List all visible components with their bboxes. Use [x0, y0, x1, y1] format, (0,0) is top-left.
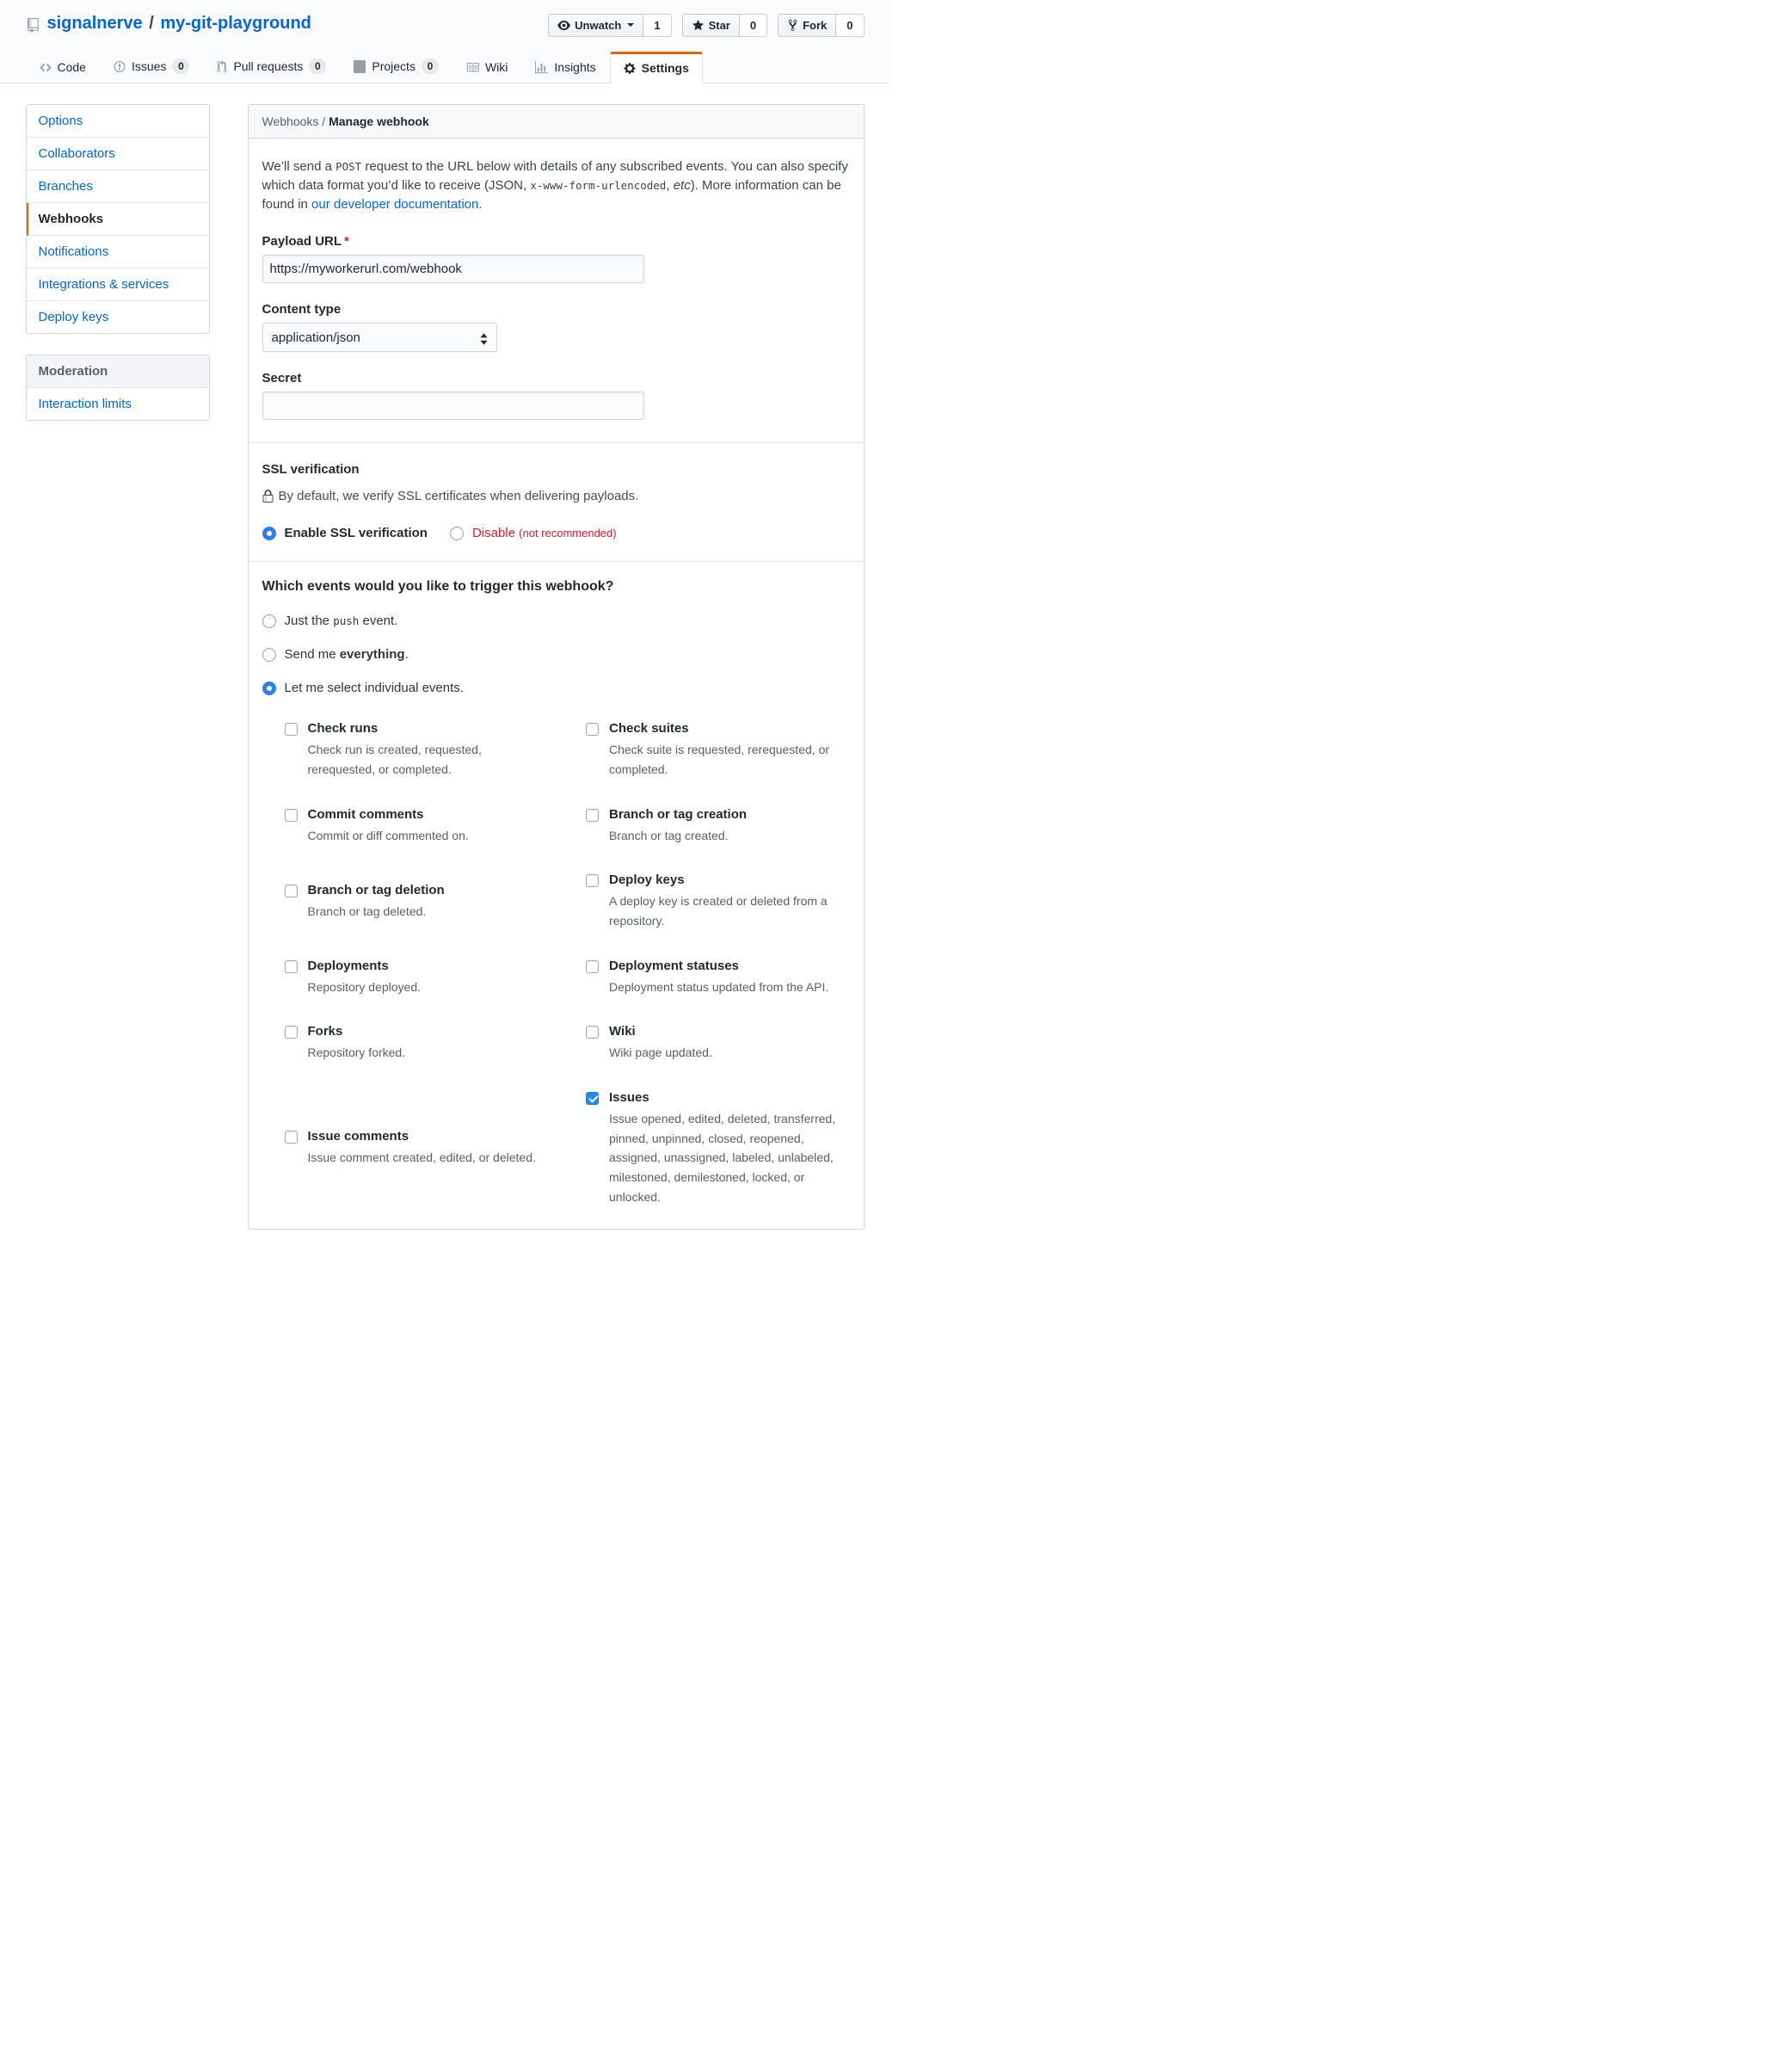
issues-checkbox[interactable] [586, 1092, 599, 1105]
repo-icon [26, 14, 40, 34]
event-desc: A deploy key is created or deleted from a repository. [609, 894, 828, 928]
intro-code-urlencoded: x-www-form-urlencoded [530, 178, 667, 192]
ssl-note [262, 489, 850, 503]
code-icon [40, 60, 52, 74]
moderation-menu [26, 355, 210, 421]
intro-text: ). More information can be found in [262, 177, 841, 212]
intro-text: We’ll send a [262, 159, 336, 174]
event-item-deployment-statuses [586, 959, 850, 997]
forks-checkbox[interactable] [285, 1026, 298, 1039]
ssl-note-text: By default, we verify SSL certificates when delivering payloads. [278, 489, 639, 504]
payload-url-label [262, 234, 850, 249]
settings-sidebar [26, 104, 210, 441]
sidebar-item-branches[interactable]: Branches [27, 170, 209, 203]
webhook-box [248, 104, 865, 1230]
event-title: Issue comments [307, 1129, 409, 1144]
event-desc: Issue opened, edited, deleted, transferred, pinned, unpinned, closed, reopened, assigned, unassigned, labeled, unlabeled, milestoned, demilestoned, locked, or unlocked. [609, 1111, 836, 1204]
tab-insights[interactable] [521, 51, 609, 83]
tab-pull-requests[interactable] [203, 49, 340, 83]
send-everything-text: Send me [284, 647, 340, 663]
intro-text: , [666, 177, 674, 193]
event-item-issues [586, 1090, 850, 1206]
tab-wiki[interactable] [452, 51, 521, 83]
repo-owner-link[interactable]: signalnerve [46, 14, 143, 33]
check-suites-checkbox[interactable] [586, 723, 599, 736]
tab-issues-label: Issues [131, 59, 167, 73]
event-title: Commit comments [307, 806, 424, 822]
fork-icon [787, 19, 798, 32]
required-asterisk: * [344, 234, 349, 250]
tab-code-label: Code [57, 60, 86, 74]
graph-icon [535, 60, 548, 74]
event-desc: Repository deployed. [307, 979, 422, 994]
tab-wiki-label: Wiki [484, 60, 508, 74]
event-title: Wiki [609, 1024, 636, 1039]
issues-counter: 0 [172, 59, 189, 74]
tab-pulls-label: Pull requests [233, 59, 304, 73]
moderation-heading: Moderation [27, 355, 209, 388]
pulls-counter: 0 [309, 59, 326, 74]
event-desc: Issue comment created, edited, or deleted. [307, 1150, 536, 1165]
event-desc: Check suite is requested, rerequested, or completed. [609, 743, 830, 776]
just-push-text-post: event. [359, 614, 398, 629]
tab-projects-label: Projects [372, 59, 416, 73]
fork-group [778, 14, 864, 37]
breadcrumb [249, 105, 864, 139]
watch-count[interactable]: 1 [643, 14, 671, 37]
event-item-check-suites [586, 721, 850, 779]
settings-menu [26, 104, 210, 334]
repo-path-divider: / [144, 14, 159, 33]
event-desc: Check run is created, requested, rerequested, or completed. [307, 743, 482, 776]
sidebar-item-notifications[interactable]: Notifications [27, 236, 209, 268]
star-count[interactable]: 0 [740, 14, 767, 37]
check-runs-checkbox[interactable] [285, 723, 298, 736]
breadcrumb-current: Manage webhook [329, 114, 429, 128]
issue-opened-icon [114, 59, 126, 73]
event-item-check-runs [285, 721, 549, 779]
breadcrumb-webhooks-link[interactable]: Webhooks [262, 114, 319, 128]
webhook-intro [262, 152, 850, 215]
just-push-radio[interactable] [262, 614, 276, 628]
disable-ssl-label: Disable [471, 526, 515, 541]
event-title: Branch or tag deletion [307, 882, 445, 897]
event-title: Deploy keys [609, 873, 685, 888]
unwatch-label: Unwatch [575, 19, 622, 32]
push-code: push [333, 614, 360, 628]
ssl-section [249, 442, 864, 561]
event-item-forks [285, 1024, 549, 1063]
repo-name-link[interactable]: my-git-playground [160, 14, 311, 33]
tab-settings-label: Settings [641, 61, 689, 75]
event-item-branch-creation [586, 807, 850, 846]
event-item-deployments [285, 959, 549, 997]
event-item-issue-comments [285, 1129, 549, 1168]
intro-etc: etc [673, 177, 691, 193]
event-desc: Branch or tag deleted. [307, 903, 427, 918]
star-button[interactable] [682, 14, 740, 37]
select-caret-icon [480, 330, 488, 345]
breadcrumb-divider: / [318, 114, 329, 128]
tab-projects[interactable] [340, 49, 452, 83]
deployment-statuses-checkbox[interactable] [586, 960, 599, 973]
secret-label: Secret [262, 371, 302, 386]
deployments-checkbox[interactable] [285, 960, 298, 973]
event-item-commit-comments [285, 807, 549, 846]
enable-ssl-radio[interactable] [262, 527, 276, 540]
send-everything-label [285, 647, 409, 662]
tab-code[interactable] [26, 51, 100, 83]
event-title: Check suites [609, 721, 689, 737]
intro-code-post: POST [335, 160, 362, 173]
event-title: Deployments [307, 958, 389, 973]
sidebar-item-interaction-limits[interactable]: Interaction limits [38, 397, 132, 411]
tab-insights-label: Insights [554, 60, 596, 74]
star-group [682, 14, 768, 37]
payload-url-input[interactable] [262, 255, 644, 283]
content-type-select[interactable] [262, 323, 497, 352]
lock-icon [262, 489, 274, 503]
events-section [249, 561, 864, 1229]
tab-settings[interactable] [610, 52, 703, 83]
issue-comments-checkbox[interactable] [285, 1131, 298, 1144]
select-individual-radio[interactable] [262, 681, 276, 695]
event-desc: Branch or tag created. [609, 828, 729, 842]
book-icon [466, 60, 479, 74]
developer-docs-link[interactable]: our developer documentation [311, 196, 479, 212]
fork-count[interactable]: 0 [836, 14, 864, 37]
event-title: Forks [307, 1024, 343, 1039]
sidebar-item-collaborators[interactable]: Collaborators [27, 138, 209, 170]
secret-input[interactable] [262, 392, 644, 420]
tab-issues[interactable] [100, 49, 203, 83]
repo-actions [538, 14, 864, 37]
webhook-form-section [249, 139, 864, 442]
caret-down-icon [627, 23, 634, 30]
event-title: Branch or tag creation [609, 806, 748, 822]
sidebar-item-deploy-keys[interactable]: Deploy keys [38, 310, 109, 324]
event-item-branch-deletion [285, 883, 549, 922]
event-desc: Repository forked. [307, 1045, 406, 1060]
watch-group [548, 14, 671, 37]
page-header [0, 0, 890, 83]
content-type-value: application/json [271, 330, 360, 345]
event-title: Issues [609, 1089, 649, 1105]
ssl-heading: SSL verification [262, 462, 360, 478]
fork-label: Fork [803, 19, 828, 32]
star-label: Star [708, 19, 730, 32]
event-checkbox-grid [285, 721, 850, 1206]
project-icon [354, 59, 366, 73]
events-heading: Which events would you like to trigger this webhook? [262, 579, 614, 595]
projects-counter: 0 [422, 59, 439, 74]
everything-strong: everything [339, 647, 405, 663]
select-individual-label: Let me select individual events. [284, 681, 464, 696]
branch-creation-checkbox[interactable] [586, 809, 599, 822]
event-title: Check runs [307, 721, 379, 737]
wiki-checkbox[interactable] [586, 1026, 599, 1039]
event-desc: Wiki page updated. [609, 1045, 712, 1060]
event-item-wiki [586, 1024, 850, 1063]
pull-request-icon [217, 59, 227, 73]
repo-title [26, 14, 311, 34]
just-push-text: Just the [284, 614, 334, 629]
branch-deletion-checkbox[interactable] [285, 885, 298, 897]
disable-ssl-hint: (not recommended) [519, 527, 617, 540]
commit-comments-checkbox[interactable] [285, 809, 298, 822]
content-type-label: Content type [262, 302, 342, 318]
repo-nav [26, 49, 865, 83]
event-desc: Deployment status updated from the API. [609, 979, 829, 994]
event-item-deploy-keys [586, 873, 850, 930]
intro-text: . [478, 196, 483, 212]
star-icon [692, 19, 705, 32]
enable-ssl-label: Enable SSL verification [284, 526, 428, 541]
intro-text: request to the URL below with details of any subscribed events. You can also specify which data format you’d like to receive (JSON, [262, 159, 848, 193]
eye-icon [557, 19, 570, 32]
sidebar-item-webhooks[interactable]: Webhooks [27, 203, 209, 236]
send-everything-radio[interactable] [262, 648, 276, 662]
sidebar-item-integrations[interactable]: Integrations & services [27, 268, 209, 301]
payload-url-label-text: Payload URL [262, 234, 342, 250]
just-push-label [285, 614, 398, 628]
gear-icon [624, 61, 636, 75]
deploy-keys-checkbox[interactable] [586, 874, 599, 887]
disable-ssl-radio[interactable] [450, 527, 464, 540]
sidebar-item-options[interactable]: Options [27, 105, 209, 138]
fork-button[interactable] [778, 14, 836, 37]
unwatch-button[interactable] [548, 14, 643, 37]
send-everything-text-post: . [404, 647, 409, 663]
event-desc: Commit or diff commented on. [307, 828, 469, 842]
event-title: Deployment statuses [609, 958, 739, 973]
